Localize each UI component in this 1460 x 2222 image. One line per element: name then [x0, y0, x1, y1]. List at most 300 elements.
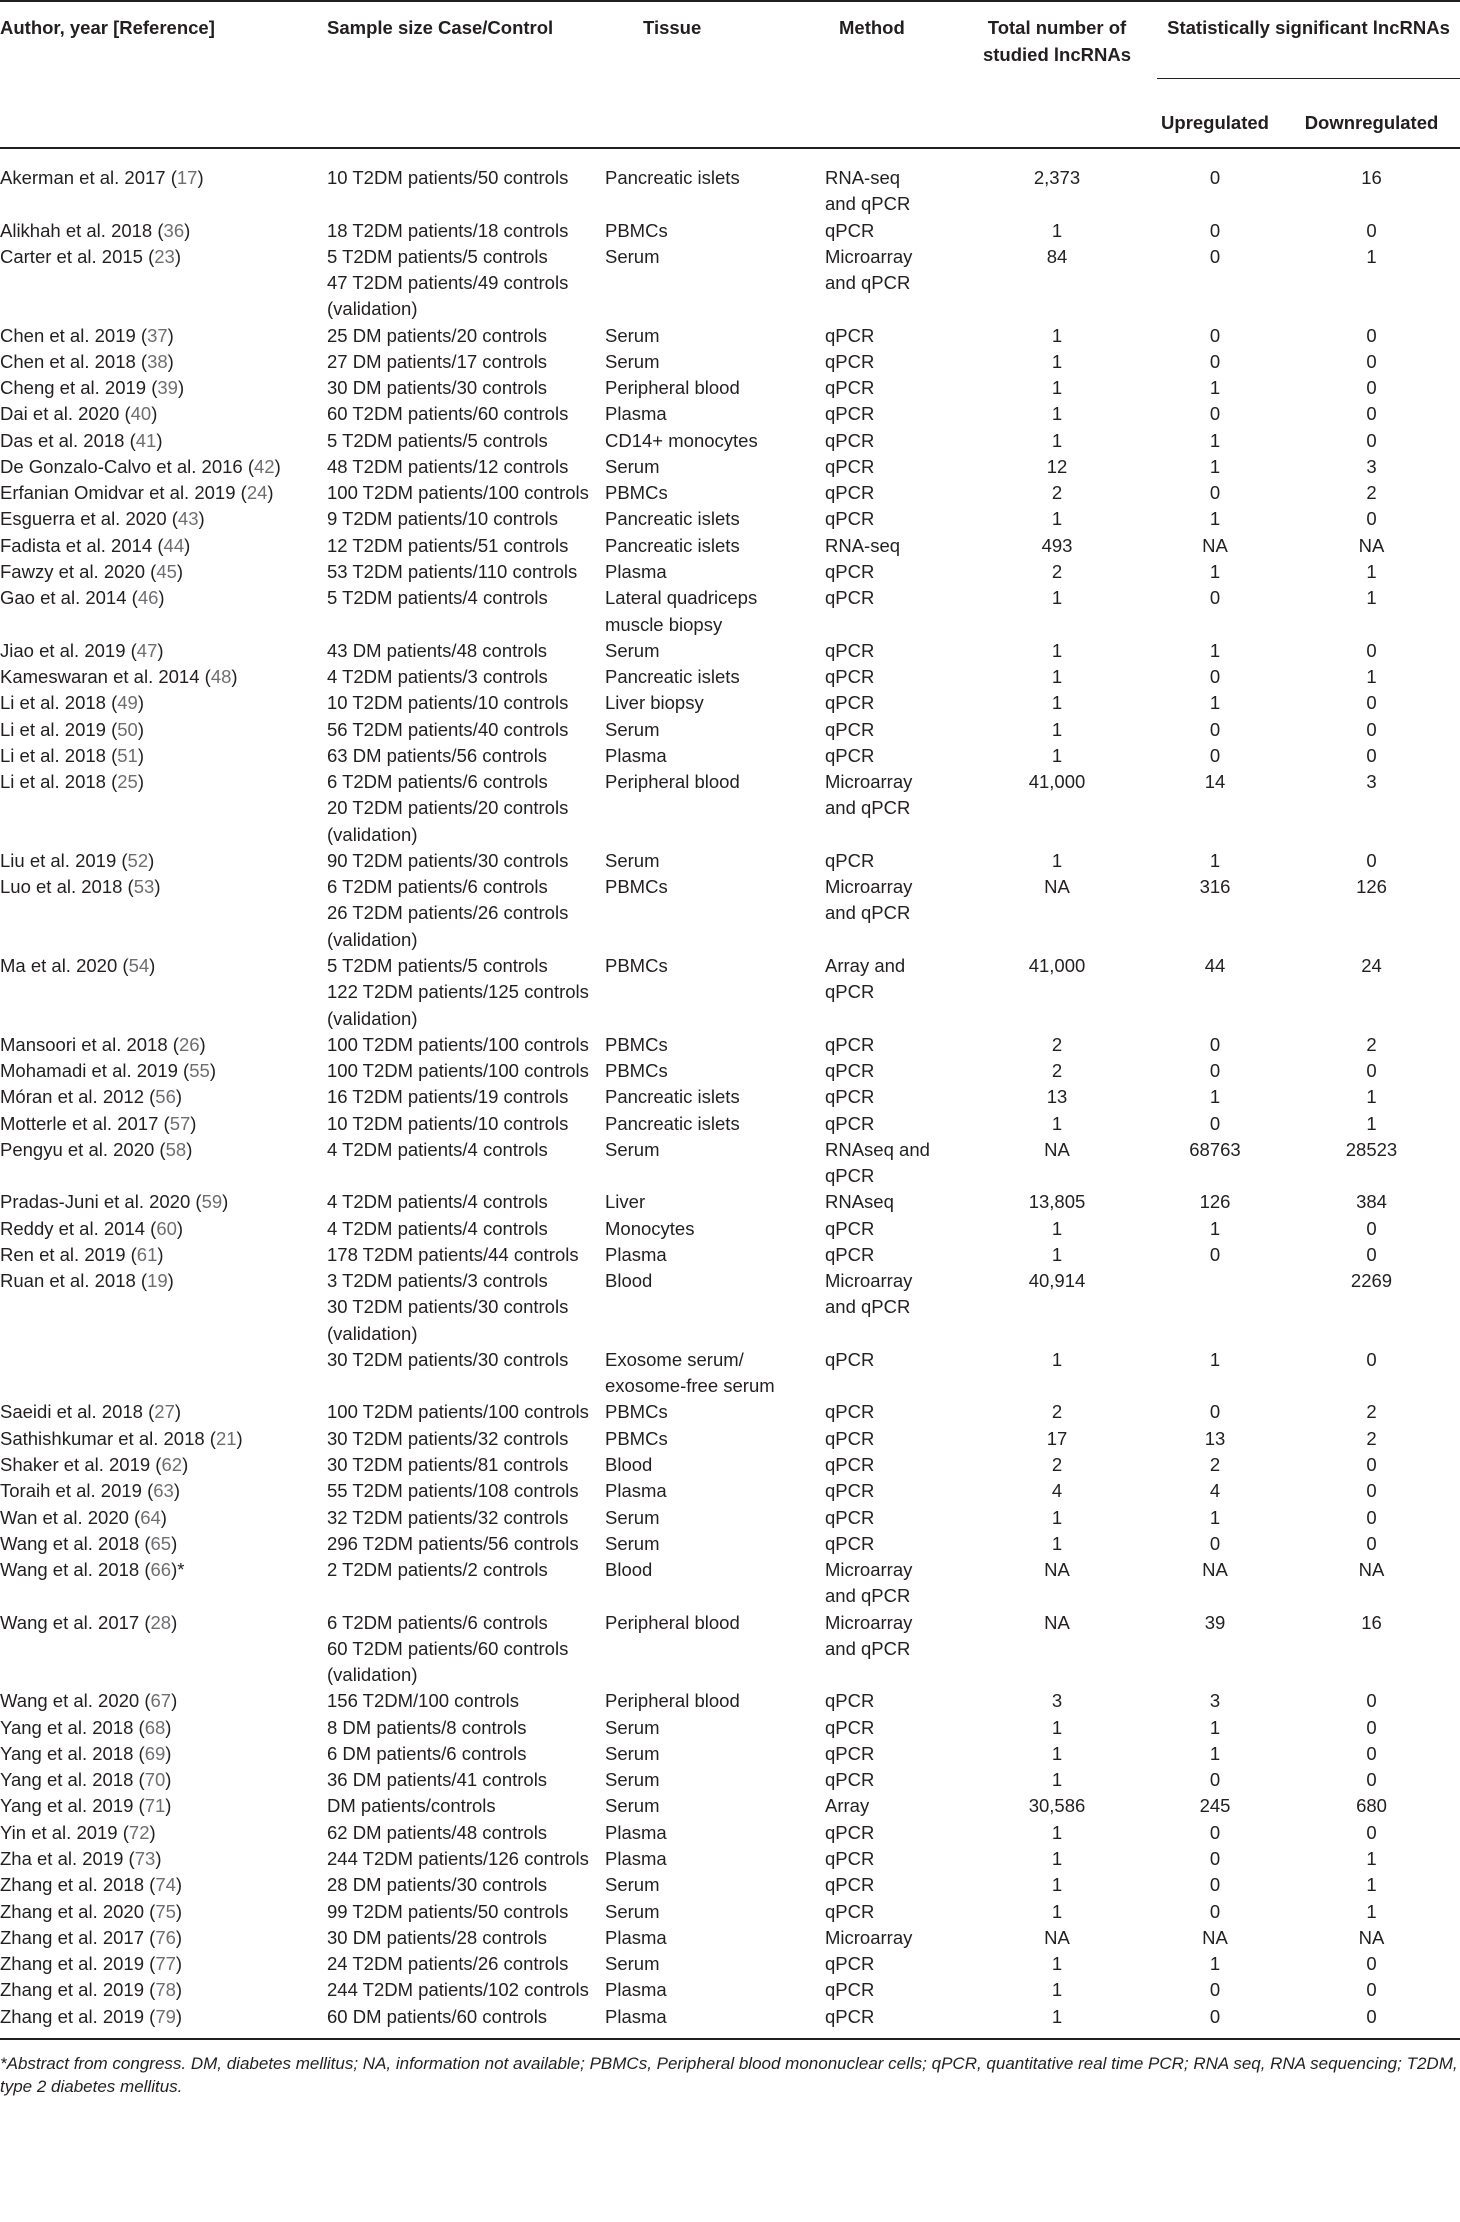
cell-line: Serum — [605, 849, 660, 871]
cell-author: Ma et al. 2020 (54) — [0, 954, 156, 976]
cell-sample-size — [305, 1268, 595, 1347]
reference-number: 73 — [134, 1848, 156, 1869]
cell-sample-size — [305, 1505, 595, 1531]
cell-total-lncrnas: 1 — [967, 2004, 1147, 2039]
cell-sample-size — [305, 717, 595, 743]
cell-line: 30 T2DM patients/32 controls — [327, 1427, 569, 1449]
cell-sample-size — [305, 664, 595, 690]
cell-method — [817, 559, 967, 585]
cell-downregulated: 2 — [1366, 1427, 1377, 1449]
table-row — [0, 1872, 1460, 1898]
cell-line: 32 T2DM patients/32 controls — [327, 1506, 569, 1528]
cell-line: Plasma — [605, 1821, 667, 1843]
cell-line: 296 T2DM patients/56 controls — [327, 1532, 579, 1554]
cell-author: Ren et al. 2019 (61) — [0, 1243, 164, 1265]
cell-line: qPCR — [825, 1953, 875, 1975]
reference-number: 25 — [117, 771, 138, 793]
cell-method — [817, 1505, 967, 1531]
cell-author: Li et al. 2018 (49) — [0, 692, 145, 714]
cell-method — [817, 480, 967, 506]
cell-sample-size — [305, 1478, 595, 1504]
cell-total-lncrnas: 1 — [1051, 587, 1063, 609]
cell-total-lncrnas: 1 — [1051, 403, 1063, 425]
cell-author: Akerman et al. 2017 (17) — [0, 167, 204, 188]
reference-number: 21 — [215, 1427, 237, 1449]
cell-author: Zhang et al. 2019 (78) — [0, 1979, 183, 2001]
cell-line: 27 DM patients/17 controls — [327, 350, 548, 372]
cell-line: Microarray — [825, 1559, 913, 1581]
cell-line: 4 T2DM patients/4 controls — [327, 1217, 548, 1239]
cell-tissue — [595, 690, 817, 716]
cell-sample-size — [305, 1846, 595, 1872]
author-year: Luo et al. 2018 — [0, 876, 123, 898]
cell-sample-size — [305, 1767, 595, 1793]
cell-author: Alikhah et al. 2018 (36) — [0, 219, 191, 241]
reference-number: 63 — [153, 1480, 174, 1502]
author-year: Esguerra et al. 2020 — [0, 508, 167, 530]
author-year: Li et al. 2018 — [0, 744, 106, 766]
author-year: Yang et al. 2018 — [0, 1742, 134, 1764]
cell-method — [817, 1531, 967, 1557]
cell-upregulated: 14 — [1204, 771, 1226, 793]
author-year: Das et al. 2018 — [0, 429, 125, 451]
cell-tissue — [595, 769, 817, 848]
cell-method — [817, 1268, 967, 1347]
cell-line: 9 T2DM patients/10 controls — [327, 508, 559, 530]
table-row — [0, 1767, 1460, 1793]
cell-line: 56 T2DM patients/40 controls — [327, 718, 569, 740]
reference-number: 37 — [147, 324, 168, 346]
table-row — [0, 559, 1460, 585]
cell-tissue — [595, 1715, 817, 1741]
cell-line: qPCR — [825, 1033, 875, 1055]
cell-line: (validation) — [327, 298, 418, 320]
cell-line: Plasma — [605, 1243, 667, 1265]
cell-author: Erfanian Omidvar et al. 2019 (24) — [0, 482, 274, 504]
cell-method — [817, 1557, 967, 1610]
table-row — [0, 1531, 1460, 1557]
reference-number: 50 — [117, 718, 138, 740]
table-row — [0, 1084, 1460, 1110]
cell-line: DM patients/controls — [327, 1795, 496, 1817]
cell-upregulated: 0 — [1209, 1401, 1221, 1423]
cell-author: Móran et al. 2012 (56) — [0, 1086, 183, 1108]
cell-line: Peripheral blood — [605, 771, 740, 793]
cell-line: 6 DM patients/6 controls — [327, 1742, 527, 1764]
cell-line: and qPCR — [825, 1296, 911, 1318]
cell-line: 47 T2DM patients/49 controls — [327, 272, 569, 294]
cell-author: Mohamadi et al. 2019 (55) — [0, 1060, 216, 1082]
cell-line: 244 T2DM patients/102 controls — [327, 1979, 589, 2001]
cell-author: Zhang et al. 2019 (79) — [0, 2004, 305, 2039]
cell-line: 100 T2DM patients/100 controls — [327, 1401, 589, 1423]
cell-line: 178 T2DM patients/44 controls — [327, 1243, 579, 1265]
cell-sample-size — [305, 1084, 595, 1110]
cell-total-lncrnas: 1 — [1051, 508, 1063, 530]
cell-line: qPCR — [825, 1060, 875, 1082]
cell-sample-size — [305, 638, 595, 664]
reference-number: 28 — [150, 1611, 172, 1633]
cell-line: Microarray — [825, 245, 913, 267]
cell-total-lncrnas: 1 — [1051, 324, 1063, 346]
cell-author: Ruan et al. 2018 (19) — [0, 1270, 174, 1292]
reference-number: 76 — [155, 1926, 176, 1948]
cell-method — [817, 1399, 967, 1425]
table-footnote: *Abstract from congress. DM, diabetes mellitus; NA, information not available; PBMCs, Peripheral blood mononuclear cells; qPCR, quantitative real time PCR; RNA seq, RNA sequencing; T2DM, type 2 diabetes mellitus. — [0, 2053, 1458, 2096]
table-row — [0, 2004, 1460, 2039]
cell-tissue — [595, 1058, 817, 1084]
cell-line: qPCR — [825, 324, 875, 346]
cell-upregulated: 2 — [1209, 1454, 1221, 1476]
table-row — [0, 1505, 1460, 1531]
cell-method — [817, 1216, 967, 1242]
cell-upregulated: 1 — [1209, 639, 1221, 661]
cell-total-lncrnas: 17 — [1046, 1427, 1068, 1449]
table-row — [0, 953, 1460, 1032]
cell-line: qPCR — [825, 350, 875, 372]
table-row — [0, 428, 1460, 454]
cell-total-lncrnas: 41,000 — [1028, 771, 1086, 793]
cell-method — [817, 1715, 967, 1741]
cell-method — [817, 1767, 967, 1793]
author-year: Liu et al. 2019 — [0, 849, 117, 871]
cell-total-lncrnas: 1 — [1051, 1979, 1063, 2001]
reference-number: 48 — [210, 666, 232, 688]
cell-downregulated: 0 — [1366, 1217, 1377, 1239]
reference-number: 47 — [136, 639, 158, 661]
author-year: Gao et al. 2014 — [0, 587, 127, 609]
cell-line: Microarray — [825, 876, 913, 898]
cell-line: 6 T2DM patients/6 controls — [327, 1611, 548, 1633]
cell-author: Cheng et al. 2019 (39) — [0, 377, 185, 399]
cell-line: Exosome serum/ — [605, 1348, 744, 1370]
cell-line: 55 T2DM patients/108 controls — [327, 1480, 579, 1502]
cell-downregulated: 0 — [1366, 1821, 1377, 1843]
cell-line: PBMCs — [605, 1033, 668, 1055]
cell-line: (validation) — [327, 1322, 418, 1344]
cell-method — [817, 349, 967, 375]
cell-method — [817, 244, 967, 323]
cell-line: 36 DM patients/41 controls — [327, 1769, 548, 1791]
cell-line: muscle biopsy — [605, 613, 723, 635]
cell-tissue — [595, 717, 817, 743]
cell-line: PBMCs — [605, 954, 668, 976]
reference-number: 36 — [163, 219, 185, 241]
table-row — [0, 1951, 1460, 1977]
cell-author: Wang et al. 2018 (65) — [0, 1532, 178, 1554]
cell-line: 4 T2DM patients/4 controls — [327, 1191, 548, 1213]
cell-tissue — [595, 743, 817, 769]
author-year: Pradas-Juni et al. 2020 — [0, 1191, 191, 1213]
cell-tissue — [595, 1872, 817, 1898]
table-row — [0, 218, 1460, 244]
cell-tissue — [595, 1767, 817, 1793]
cell-line: qPCR — [825, 587, 875, 609]
cell-method — [817, 218, 967, 244]
cell-sample-size — [305, 1137, 595, 1190]
cell-line: qPCR — [825, 1086, 875, 1108]
cell-line: PBMCs — [605, 482, 668, 504]
cell-method — [817, 454, 967, 480]
cell-upregulated: 0 — [1209, 1874, 1221, 1896]
cell-line: 60 T2DM patients/60 controls — [327, 1637, 569, 1659]
cell-author: Sathishkumar et al. 2018 (21) — [0, 1427, 243, 1449]
cell-author: Zhang et al. 2019 (77) — [0, 1953, 183, 1975]
cell-line: (validation) — [327, 928, 418, 950]
cell-sample-size — [305, 1242, 595, 1268]
cell-sample-size — [305, 1426, 595, 1452]
cell-line: and qPCR — [825, 797, 911, 819]
cell-upregulated: 1 — [1209, 1217, 1221, 1239]
cell-total-lncrnas: 1 — [1051, 1900, 1063, 1922]
cell-line: Serum — [605, 1138, 660, 1160]
cell-method — [817, 743, 967, 769]
cell-line: qPCR — [825, 377, 875, 399]
cell-total-lncrnas: 1 — [1051, 718, 1063, 740]
cell-tissue — [595, 1268, 817, 1347]
table-row — [0, 375, 1460, 401]
cell-total-lncrnas: 30,586 — [1028, 1795, 1086, 1817]
reference-number: 72 — [128, 1821, 150, 1843]
cell-method — [817, 953, 967, 1032]
table-row — [0, 1557, 1460, 1610]
cell-downregulated: 0 — [1366, 718, 1377, 740]
cell-line: 30 T2DM patients/81 controls — [327, 1454, 569, 1476]
reference-number: 24 — [246, 482, 268, 504]
cell-total-lncrnas: 2 — [1051, 1060, 1063, 1082]
cell-sample-size — [305, 1925, 595, 1951]
reference-number: 42 — [254, 455, 275, 477]
cell-sample-size — [305, 1032, 595, 1058]
cell-downregulated: NA — [1358, 1926, 1385, 1948]
cell-line: 5 T2DM patients/4 controls — [327, 587, 548, 609]
cell-tissue — [595, 1557, 817, 1610]
cell-line: RNA-seq — [825, 534, 901, 556]
cell-line: qPCR — [825, 1821, 875, 1843]
cell-upregulated: NA — [1202, 534, 1228, 556]
cell-sample-size — [305, 1111, 595, 1137]
table-row — [0, 743, 1460, 769]
cell-line: Plasma — [605, 1480, 667, 1502]
table-row — [0, 244, 1460, 323]
cell-downregulated: 0 — [1366, 1243, 1377, 1265]
author-year: Ren et al. 2019 — [0, 1243, 126, 1265]
cell-tissue — [595, 1426, 817, 1452]
header-upregulated: Upregulated — [1161, 112, 1269, 133]
cell-line: 30 T2DM patients/30 controls — [327, 1348, 569, 1370]
cell-sample-size — [305, 401, 595, 427]
cell-line: Serum — [605, 324, 660, 346]
cell-downregulated: 0 — [1366, 403, 1377, 425]
cell-line: 30 DM patients/28 controls — [327, 1926, 548, 1948]
cell-method — [817, 1137, 967, 1190]
cell-downregulated: 2 — [1366, 482, 1377, 504]
header-significant-lncrnas: Statistically significant lncRNAs — [1147, 1, 1460, 103]
author-year: Li et al. 2019 — [0, 718, 106, 740]
author-year: Toraih et al. 2019 — [0, 1480, 142, 1502]
cell-tissue — [595, 1610, 817, 1689]
cell-author: Luo et al. 2018 (53) — [0, 876, 161, 898]
cell-upregulated: 0 — [1209, 666, 1221, 688]
cell-sample-size — [305, 1399, 595, 1425]
reference-number: 62 — [161, 1454, 183, 1476]
cell-author: Jiao et al. 2019 (47) — [0, 639, 164, 661]
header-sample-size: Sample size Case/Control — [305, 1, 595, 148]
cell-downregulated: 1 — [1366, 1112, 1377, 1134]
table-row — [0, 1058, 1460, 1084]
cell-method — [817, 1452, 967, 1478]
cell-line: Pancreatic islets — [605, 534, 740, 556]
author-year: Fawzy et al. 2020 — [0, 560, 145, 582]
cell-line: Serum — [605, 1900, 660, 1922]
cell-line: 28 DM patients/30 controls — [327, 1874, 548, 1896]
cell-downregulated: 1 — [1366, 560, 1377, 582]
table-row — [0, 1715, 1460, 1741]
table-row — [0, 454, 1460, 480]
header-downregulated: Downregulated — [1304, 112, 1439, 133]
table-row — [0, 401, 1460, 427]
cell-line: 8 DM patients/8 controls — [327, 1716, 527, 1738]
cell-sample-size — [305, 148, 595, 218]
cell-downregulated: 0 — [1366, 1953, 1377, 1975]
cell-tissue — [595, 375, 817, 401]
author-year: Zhang et al. 2018 — [0, 1874, 144, 1896]
cell-sample-size — [305, 1688, 595, 1714]
cell-upregulated: 13 — [1204, 1427, 1226, 1449]
author-year: Yin et al. 2019 — [0, 1821, 118, 1843]
cell-tissue — [595, 1925, 817, 1951]
table-row — [0, 1899, 1460, 1925]
table-header — [0, 1, 1460, 148]
cell-method — [817, 375, 967, 401]
cell-method — [817, 1688, 967, 1714]
cell-total-lncrnas: 13 — [1046, 1086, 1068, 1108]
cell-downregulated: 1 — [1366, 587, 1377, 609]
reference-number: 26 — [178, 1033, 200, 1055]
author-year: Jiao et al. 2019 — [0, 639, 126, 661]
cell-sample-size — [305, 874, 595, 953]
author-year: Wang et al. 2018 — [0, 1532, 140, 1554]
table-row — [0, 1478, 1460, 1504]
cell-total-lncrnas: 2 — [1051, 1033, 1063, 1055]
cell-method — [817, 2004, 967, 2039]
cell-total-lncrnas: 1 — [1051, 1112, 1063, 1134]
author-year: Yang et al. 2018 — [0, 1716, 134, 1738]
cell-upregulated: 44 — [1204, 954, 1226, 976]
cell-method — [817, 1189, 967, 1215]
cell-line: qPCR — [825, 744, 875, 766]
cell-method — [817, 1478, 967, 1504]
cell-tissue — [595, 1111, 817, 1137]
cell-author: Fawzy et al. 2020 (45) — [0, 560, 184, 582]
cell-line: Lateral quadriceps — [605, 587, 758, 609]
cell-sample-size — [305, 1531, 595, 1557]
cell-line: (validation) — [327, 1664, 418, 1686]
reference-number: 58 — [165, 1138, 187, 1160]
cell-line: 4 T2DM patients/4 controls — [327, 1138, 548, 1160]
reference-number: 77 — [155, 1953, 176, 1975]
cell-total-lncrnas: NA — [1044, 1559, 1070, 1581]
author-year: Mansoori et al. 2018 — [0, 1033, 168, 1055]
reference-number: 39 — [157, 377, 178, 399]
cell-downregulated: 1 — [1366, 666, 1377, 688]
cell-total-lncrnas: 84 — [1046, 245, 1068, 267]
cell-line: Serum — [605, 1874, 660, 1896]
reference-number: 71 — [144, 1795, 166, 1817]
cell-line: PBMCs — [605, 876, 668, 898]
cell-upregulated: 1 — [1209, 1086, 1221, 1108]
cell-upregulated: 0 — [1147, 2004, 1283, 2039]
cell-sample-size — [305, 743, 595, 769]
cell-method — [817, 1111, 967, 1137]
cell-author: Dai et al. 2020 (40) — [0, 403, 158, 425]
table-row — [0, 1111, 1460, 1137]
cell-downregulated: 0 — [1366, 429, 1377, 451]
cell-line: Peripheral blood — [605, 1611, 740, 1633]
reference-number: 40 — [130, 403, 152, 425]
cell-upregulated: 1 — [1209, 508, 1221, 530]
cell-tissue — [595, 559, 817, 585]
cell-upregulated: 0 — [1209, 587, 1221, 609]
cell-line: 3 T2DM patients/3 controls — [327, 1270, 548, 1292]
cell-line: 156 T2DM/100 controls — [327, 1690, 519, 1712]
cell-author: De Gonzalo-Calvo et al. 2016 (42) — [0, 455, 281, 477]
table-row — [0, 1610, 1460, 1689]
header-total-lncrnas: Total number of studied lncRNAs — [967, 1, 1147, 148]
author-year: Ma et al. 2020 — [0, 954, 118, 976]
cell-line: and qPCR — [825, 1637, 911, 1659]
cell-sample-size — [305, 690, 595, 716]
cell-total-lncrnas: 1 — [1051, 1821, 1063, 1843]
cell-author: Li et al. 2018 (25) — [0, 771, 145, 793]
cell-downregulated: 0 — [1366, 1532, 1377, 1554]
cell-line: Plasma — [605, 1926, 667, 1948]
cell-author: Chen et al. 2019 (37) — [0, 324, 174, 346]
cell-downregulated: 0 — [1366, 508, 1377, 530]
cell-line: qPCR — [825, 849, 875, 871]
cell-upregulated: 0 — [1209, 744, 1221, 766]
cell-total-lncrnas: 1 — [1051, 377, 1063, 399]
cell-author: Gao et al. 2014 (46) — [0, 587, 165, 609]
cell-tissue — [595, 1688, 817, 1714]
cell-author: Wan et al. 2020 (64) — [0, 1506, 167, 1528]
table-row — [0, 1846, 1460, 1872]
cell-line: Plasma — [605, 1979, 667, 2001]
cell-line: 10 T2DM patients/50 controls — [327, 167, 569, 188]
cell-author: Reddy et al. 2014 (60) — [0, 1217, 184, 1239]
cell-total-lncrnas: 12 — [1046, 455, 1068, 477]
cell-line: RNAseq — [825, 1191, 894, 1213]
cell-sample-size — [305, 1216, 595, 1242]
cell-total-lncrnas: 1 — [1051, 849, 1063, 871]
cell-method — [817, 769, 967, 848]
table-row — [0, 1137, 1460, 1190]
cell-total-lncrnas: 2 — [1051, 482, 1063, 504]
cell-line: Serum — [605, 639, 660, 661]
table-row — [0, 1347, 1460, 1400]
cell-upregulated: 0 — [1209, 1532, 1221, 1554]
cell-line: Serum — [605, 1769, 660, 1791]
cell-author: Chen et al. 2018 (38) — [0, 350, 174, 372]
cell-method — [817, 148, 967, 218]
cell-upregulated: 1 — [1209, 560, 1221, 582]
cell-line: qPCR — [825, 1112, 875, 1134]
cell-line: (validation) — [327, 1007, 418, 1029]
cell-line: 16 T2DM patients/19 controls — [327, 1086, 569, 1108]
cell-line: 63 DM patients/56 controls — [327, 744, 548, 766]
author-year: Li et al. 2018 — [0, 771, 106, 793]
cell-tissue — [595, 218, 817, 244]
